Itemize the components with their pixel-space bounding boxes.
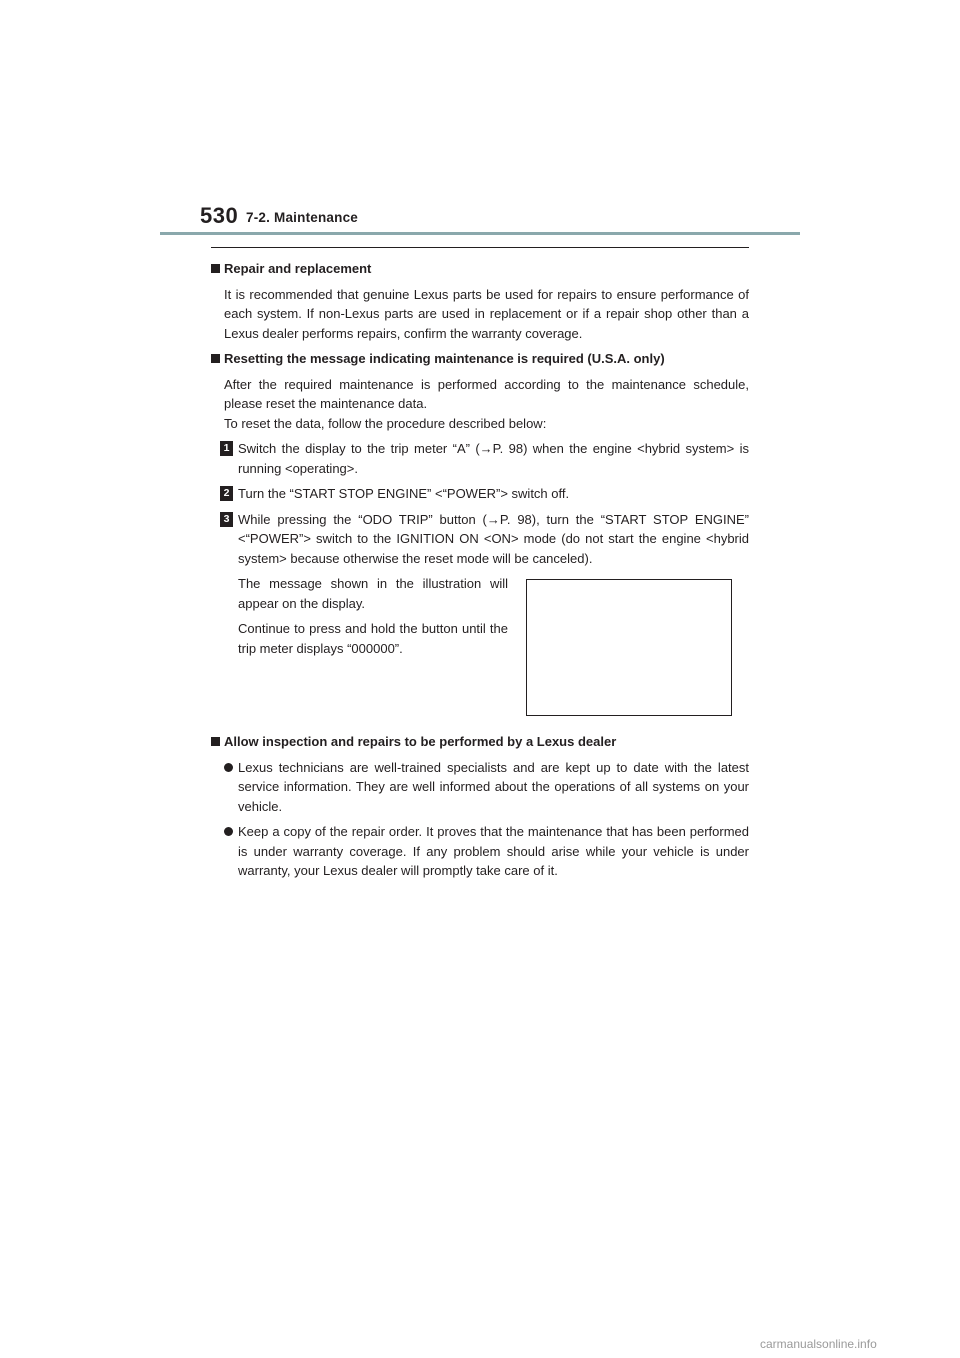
reset-heading-text: Resetting the message indicating maintenance is required (U.S.A. only) [224, 351, 665, 366]
display-illustration-frame [526, 579, 732, 716]
reset-heading [211, 349, 749, 369]
step-text: While pressing the “ODO TRIP” button (→P. 98), turn the “START STOP ENGINE” <“POWER”> switch to the IGNITION ON <ON> mode (do not start the engine <hybrid system> because otherwise the reset mode will be canceled). [238, 511, 749, 566]
step-number-badge: 2 [220, 486, 233, 501]
step-text: Turn the “START STOP ENGINE” <“POWER”> switch off. [238, 486, 570, 501]
step-3 [211, 510, 749, 569]
step-number-badge: 3 [220, 512, 233, 527]
square-bullet-icon [211, 354, 220, 363]
step-1 [211, 439, 749, 478]
step-text: Switch the display to the trip meter “A” (→P. 98) when the engine <hybrid system> is running <operating>. [238, 441, 749, 476]
repair-body: It is recommended that genuine Lexus parts be used for repairs to ensure performance of each system. If non-Lexus parts are used in replacement or if a repair shop other than a Lexus dealer performs repairs, confirm the warranty coverage. [224, 286, 749, 341]
reset-body-2: To reset the data, follow the procedure described below: [224, 415, 547, 431]
dealer-heading [211, 732, 749, 752]
content-divider [211, 247, 749, 248]
repair-heading [211, 259, 749, 279]
step-2 [211, 484, 749, 504]
header-divider [160, 232, 800, 235]
watermark: carmanualsonline.info [760, 1337, 877, 1351]
section-title: 7-2. Maintenance [246, 210, 358, 225]
dealer-bullet-2 [211, 822, 749, 881]
dealer-bullet-1 [211, 758, 749, 817]
bullet-text: Lexus technicians are well-trained specialists and are kept up to date with the latest service information. They are well informed about the operations of all systems on your vehicle. [238, 759, 749, 814]
page-content [211, 259, 749, 881]
reset-note-2: Continue to press and hold the button until the trip meter displays “000000”. [238, 621, 508, 656]
round-bullet-icon [224, 763, 233, 772]
square-bullet-icon [211, 264, 220, 273]
repair-heading-text: Repair and replacement [224, 261, 372, 276]
step-number-badge: 1 [220, 441, 233, 456]
reset-body-1: After the required maintenance is performed according to the maintenance schedule, please reset the maintenance data. [224, 376, 749, 411]
bullet-text: Keep a copy of the repair order. It proves that the maintenance that has been performed is under warranty coverage. If any problem should arise while your vehicle is under warranty, your Lexus dealer will promptly take care of it. [238, 824, 749, 878]
dealer-heading-text: Allow inspection and repairs to be performed by a Lexus dealer [224, 734, 617, 749]
page-number: 530 [200, 203, 239, 228]
reset-note-1: The message shown in the illustration will appear on the display. [238, 576, 508, 611]
square-bullet-icon [211, 737, 220, 746]
round-bullet-icon [224, 827, 233, 836]
